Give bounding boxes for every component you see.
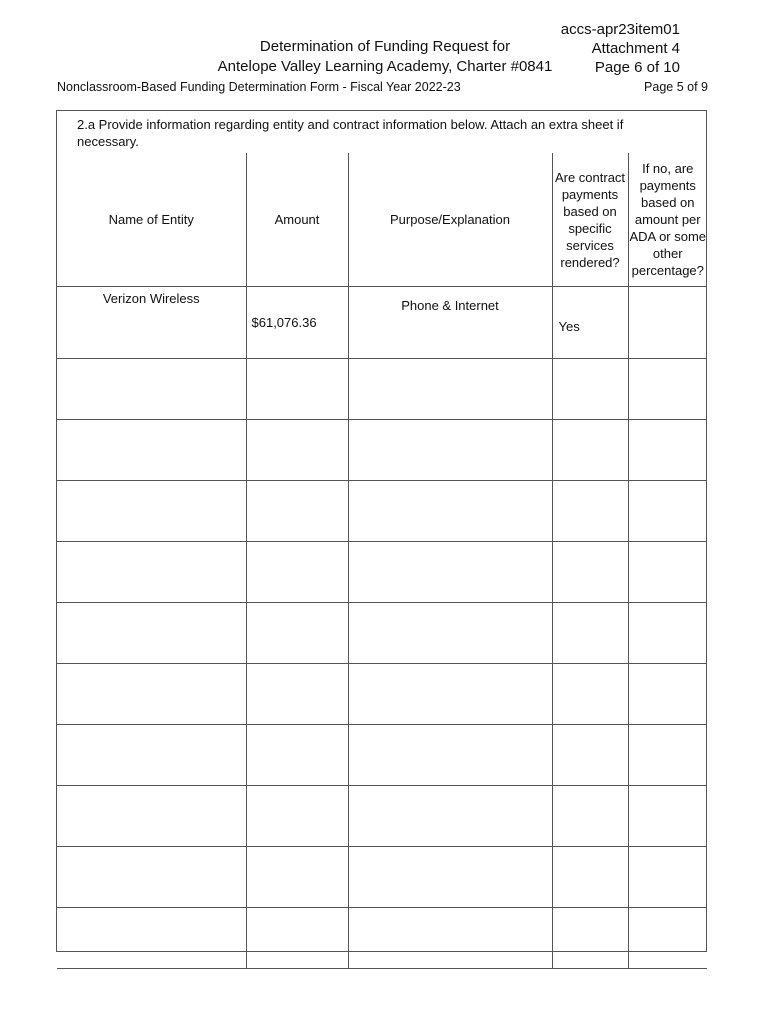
ada-percentage-cell[interactable] — [628, 287, 707, 359]
table-row — [57, 481, 707, 542]
specific-services-cell[interactable] — [552, 359, 628, 420]
purpose-cell[interactable] — [348, 908, 552, 969]
specific-services-cell[interactable] — [552, 420, 628, 481]
specific-services-cell[interactable] — [552, 542, 628, 603]
form-page-number: Page 5 of 9 — [644, 80, 708, 94]
entity-name-cell[interactable] — [57, 725, 246, 786]
entity-name-cell[interactable] — [57, 481, 246, 542]
entity-contract-table — [57, 153, 707, 969]
table-row — [57, 725, 707, 786]
purpose-cell[interactable] — [348, 725, 552, 786]
entity-name-cell[interactable] — [57, 542, 246, 603]
entity-name-cell[interactable] — [57, 908, 246, 969]
amount-cell[interactable] — [246, 847, 348, 908]
specific-services-cell[interactable] — [552, 664, 628, 725]
purpose-cell[interactable] — [348, 420, 552, 481]
table-row — [57, 786, 707, 847]
ada-percentage-cell[interactable] — [628, 542, 707, 603]
purpose-cell[interactable] — [348, 359, 552, 420]
ada-percentage-cell[interactable] — [628, 786, 707, 847]
purpose-cell[interactable] — [348, 542, 552, 603]
purpose-cell[interactable] — [348, 847, 552, 908]
form-title: Nonclassroom-Based Funding Determination Form - Fiscal Year 2022-23 — [57, 80, 461, 94]
attachment-label: Attachment 4 — [591, 40, 680, 57]
section-instruction: 2.a Provide information regarding entity and contract information below. Attach an extra sheet if necessary. — [77, 117, 624, 149]
ada-percentage-cell[interactable] — [628, 359, 707, 420]
ada-percentage-cell[interactable] — [628, 908, 707, 969]
column-header-specific-services: Are contract payments based on specific services rendered? — [552, 153, 628, 287]
entity-name-cell[interactable] — [57, 420, 246, 481]
table-row — [57, 542, 707, 603]
ada-percentage-cell[interactable] — [628, 481, 707, 542]
amount-cell[interactable]: $61,076.36 — [246, 287, 348, 359]
amount-cell[interactable] — [246, 664, 348, 725]
entity-name-cell[interactable] — [57, 603, 246, 664]
entity-name-cell[interactable] — [57, 786, 246, 847]
specific-services-cell[interactable] — [552, 725, 628, 786]
header-title-line1: Determination of Funding Request for — [259, 38, 511, 55]
amount-cell[interactable] — [246, 359, 348, 420]
table-row — [57, 847, 707, 908]
amount-cell[interactable] — [246, 420, 348, 481]
specific-services-cell[interactable] — [552, 847, 628, 908]
doc-id: accs-apr23item01 — [560, 21, 680, 38]
table-row — [57, 908, 707, 969]
entity-name-cell[interactable]: Verizon Wireless — [57, 287, 246, 359]
specific-services-cell[interactable] — [552, 786, 628, 847]
header-title-line2: Antelope Valley Learning Academy, Charter #0841 — [217, 58, 553, 75]
amount-cell[interactable] — [246, 481, 348, 542]
entity-name-cell[interactable] — [57, 847, 246, 908]
ada-percentage-cell[interactable] — [628, 664, 707, 725]
column-header-amount: Amount — [246, 153, 348, 287]
ada-percentage-cell[interactable] — [628, 725, 707, 786]
table-header-row — [57, 153, 707, 287]
ada-percentage-cell[interactable] — [628, 603, 707, 664]
amount-cell[interactable] — [246, 786, 348, 847]
entity-contract-section — [56, 110, 707, 952]
entity-name-cell[interactable] — [57, 359, 246, 420]
purpose-cell[interactable] — [348, 664, 552, 725]
table-row — [57, 603, 707, 664]
ada-percentage-cell[interactable] — [628, 420, 707, 481]
purpose-cell[interactable] — [348, 481, 552, 542]
purpose-cell[interactable]: Phone & Internet — [348, 287, 552, 359]
entity-name-cell[interactable] — [57, 664, 246, 725]
amount-cell[interactable] — [246, 542, 348, 603]
page-number: Page 6 of 10 — [594, 59, 680, 76]
amount-cell[interactable] — [246, 725, 348, 786]
specific-services-cell[interactable] — [552, 481, 628, 542]
amount-cell[interactable] — [246, 908, 348, 969]
specific-services-cell[interactable]: Yes — [552, 287, 628, 359]
column-header-entity: Name of Entity — [57, 153, 246, 287]
column-header-ada-percentage: If no, are payments based on amount per ADA or some other percentage? — [628, 153, 707, 287]
ada-percentage-cell[interactable] — [628, 847, 707, 908]
table-row — [57, 664, 707, 725]
document-header-meta — [561, 20, 680, 77]
table-row — [57, 359, 707, 420]
table-row — [57, 287, 707, 359]
column-header-purpose: Purpose/Explanation — [348, 153, 552, 287]
specific-services-cell[interactable] — [552, 908, 628, 969]
purpose-cell[interactable] — [348, 786, 552, 847]
amount-cell[interactable] — [246, 603, 348, 664]
table-row — [57, 420, 707, 481]
specific-services-cell[interactable] — [552, 603, 628, 664]
purpose-cell[interactable] — [348, 603, 552, 664]
document-header-title — [190, 37, 580, 77]
